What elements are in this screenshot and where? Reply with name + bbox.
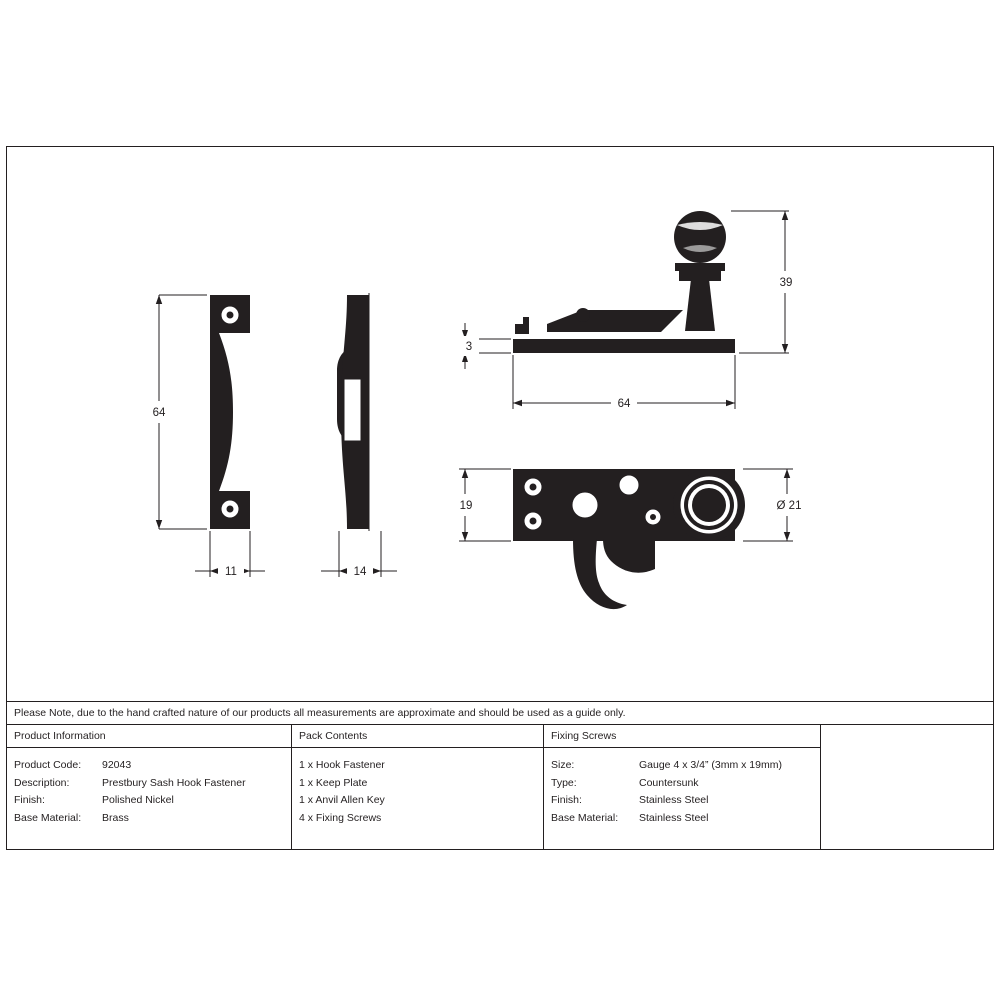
- base-material-value: Brass: [102, 811, 129, 824]
- dimension-fastener-length: [513, 355, 735, 414]
- table-row: [551, 792, 820, 810]
- dim-label-3: 3: [465, 341, 473, 353]
- fixing-screws-header: Fixing Screws: [544, 725, 820, 748]
- drawing-area: [7, 147, 993, 701]
- pack-contents-header: Pack Contents: [292, 725, 543, 748]
- description-label: Description:: [14, 776, 70, 789]
- dim-label-19: 19: [459, 500, 473, 512]
- info-table: [7, 725, 993, 850]
- list-item: 1 x Anvil Allen Key: [299, 794, 385, 806]
- table-row: [551, 810, 820, 828]
- dim-label-diameter-21: Ø 21: [776, 500, 802, 512]
- product-code-value: 92043: [102, 759, 132, 771]
- dim-label-39: 39: [779, 277, 793, 289]
- keep-plate-side-view: [337, 293, 369, 531]
- technical-drawing-sheet: [6, 146, 994, 850]
- table-row: [14, 775, 291, 793]
- screw-type-value: Countersunk: [639, 776, 699, 789]
- pack-contents-column: [292, 725, 544, 850]
- base-material-label: Base Material:: [14, 811, 82, 824]
- screw-finish-label: Finish:: [551, 794, 582, 806]
- finish-label: Finish:: [14, 794, 45, 806]
- product-information-header: Product Information: [7, 725, 291, 748]
- list-item: 4 x Fixing Screws: [299, 811, 382, 824]
- table-row: [14, 792, 291, 810]
- keep-plate-front-view: [210, 295, 250, 529]
- fixing-screws-body: [544, 748, 820, 827]
- dimension-keep-plate-height: [149, 295, 207, 529]
- dimension-plan-width: [455, 469, 511, 541]
- blank-column: [821, 725, 993, 850]
- description-value: Prestbury Sash Hook Fastener: [102, 776, 246, 789]
- screw-base-material-label: Base Material:: [551, 811, 619, 824]
- dimension-keep-plate-width: [195, 531, 265, 582]
- screw-size-label: Size:: [551, 759, 575, 771]
- screw-finish-value: Stainless Steel: [639, 794, 709, 806]
- dimension-base-thickness: [459, 323, 511, 369]
- table-row: [551, 775, 820, 793]
- product-drawing-svg: [7, 147, 993, 701]
- table-row: [551, 757, 820, 775]
- dimension-knob-diameter: [743, 469, 809, 541]
- fastener-plan-view: [513, 469, 745, 609]
- measurement-note: Please Note, due to the hand crafted nature of our products all measurements are approximate and should be used as a guide only.: [7, 701, 993, 725]
- product-information-column: [7, 725, 292, 850]
- dimension-knob-height: [731, 211, 797, 353]
- screw-size-value: Gauge 4 x 3/4” (3mm x 19mm): [639, 759, 782, 771]
- product-code-label: Product Code:: [14, 759, 82, 771]
- fastener-side-elevation: [513, 211, 735, 353]
- list-item: 1 x Keep Plate: [299, 776, 368, 789]
- screw-type-label: Type:: [551, 776, 577, 789]
- dim-label-64-length: 64: [617, 398, 631, 410]
- product-information-body: [7, 748, 291, 827]
- screw-base-material-value: Stainless Steel: [639, 811, 709, 824]
- dim-label-14: 14: [353, 566, 367, 578]
- table-row: [14, 810, 291, 828]
- fixing-screws-column: [544, 725, 821, 850]
- finish-value: Polished Nickel: [102, 794, 174, 806]
- dimension-keep-side-width: [321, 531, 397, 582]
- list-item: 1 x Hook Fastener: [299, 759, 385, 771]
- table-row: [14, 757, 291, 775]
- pack-contents-body: [292, 748, 543, 827]
- dim-label-11: 11: [225, 566, 237, 578]
- dim-label-64-height: 64: [152, 407, 166, 419]
